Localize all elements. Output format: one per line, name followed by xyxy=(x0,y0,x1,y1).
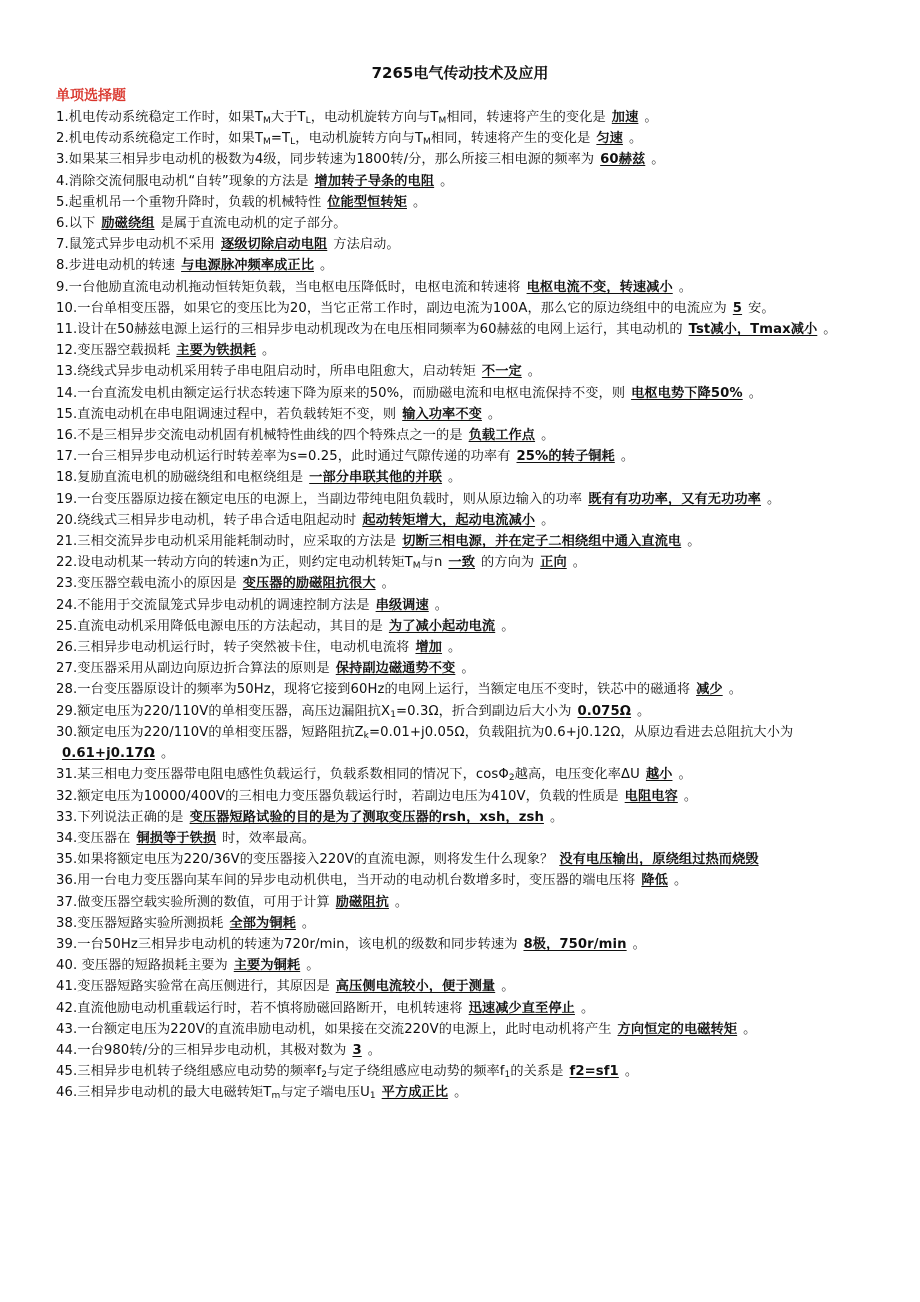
answer-text: 主要为铁损耗 xyxy=(176,343,257,359)
question-text: 。 xyxy=(541,512,555,528)
question-item xyxy=(56,298,864,319)
question-item xyxy=(56,531,864,552)
question-text: 。 xyxy=(262,343,276,359)
question-text: 。 xyxy=(624,1064,639,1080)
question-item xyxy=(56,404,864,425)
question-text: =0.3Ω，折合到副边后大小为 xyxy=(396,703,572,719)
question-number: 1. xyxy=(56,110,69,125)
answer-text: 60赫兹 xyxy=(600,152,646,168)
question-text: 绕线式异步电动机采用转子串电阻启动时，所串电阻愈大，启动转矩 xyxy=(77,364,476,380)
question-text: 设计在50赫兹电源上运行的三相异步电动机现改为在电压相同频率为60赫兹的电网上运行，其电动机的 xyxy=(77,322,683,338)
question-text: 三相异步电动机运行时，转子突然被卡住，电动机电流将 xyxy=(77,640,410,656)
question-item xyxy=(56,213,864,234)
answer-text: 负载工作点 xyxy=(468,428,536,444)
answer-text: 变压器短路试验的目的是为了测取变压器的rsh，xsh，zsh xyxy=(189,809,544,825)
question-text: 的方向为 xyxy=(481,555,535,571)
answer-text: 迅速减少直至停止 xyxy=(468,1000,575,1016)
question-number: 17. xyxy=(56,449,78,465)
answer-text: 一部分串联其他的并联 xyxy=(309,470,443,486)
question-item xyxy=(56,679,864,700)
question-text: 鼠笼式异步电动机不采用 xyxy=(68,237,215,253)
answer-text: Tst减小，Tmax减小 xyxy=(688,322,818,338)
question-text: 。 xyxy=(687,534,701,550)
question-item xyxy=(56,1019,864,1040)
subscript: L xyxy=(290,137,296,148)
question-text: 变压器短路实验所测损耗 xyxy=(77,915,224,931)
question-number: 34. xyxy=(56,830,78,846)
question-text: 复励直流电机的励磁绕组和电枢绕组是 xyxy=(77,470,304,486)
question-text: 。 xyxy=(461,661,475,677)
question-number: 23. xyxy=(56,576,78,592)
question-text: 。 xyxy=(823,322,837,338)
question-number: 16. xyxy=(56,428,78,444)
question-item xyxy=(56,467,864,488)
question-text: 。 xyxy=(501,979,515,995)
question-item xyxy=(56,383,864,404)
question-text: 额定电压为220/110V的单相变压器，短路阻抗Z xyxy=(77,724,364,740)
question-item xyxy=(56,828,864,849)
question-text: 用一台电力变压器向某车间的异步电动机供电，当开动的电动机台数增多时，变压器的端电压将 xyxy=(77,873,636,889)
question-text: 。 xyxy=(683,788,698,804)
question-number: 19. xyxy=(56,491,78,507)
question-text: 。 xyxy=(728,682,742,698)
answer-text: 降低 xyxy=(641,873,668,889)
question-text: 越高，电压变化率ΔU xyxy=(514,767,640,783)
question-text: 一台单相变压器，如果它的变压比为20，当它正常工作时，副边电流为100A，那么它的原边绕组中的电流应为 xyxy=(77,300,727,316)
question-number: 14. xyxy=(56,385,78,401)
question-text: 变压器空载损耗 xyxy=(77,343,171,359)
subscript: L xyxy=(305,116,311,126)
question-text: 一台三相异步电动机运行时转差率为s=0.25，此时通过气隙传递的功率有 xyxy=(77,449,511,465)
answer-text: 不一定 xyxy=(481,364,522,380)
subscript: M xyxy=(412,561,421,572)
subscript: 1 xyxy=(369,1091,376,1102)
question-number: 13. xyxy=(56,364,78,380)
question-number: 42. xyxy=(56,1000,78,1016)
answer-text: 输入功率不变 xyxy=(402,406,482,422)
question-text: 是属于直流电动机的定子部分。 xyxy=(160,216,347,232)
question-text: 安。 xyxy=(748,300,775,316)
question-item xyxy=(56,998,864,1019)
question-text: 下列说法正确的是 xyxy=(77,809,184,825)
question-text: 。 xyxy=(620,449,635,465)
question-text: 与定子绕组感应电动势的频率f xyxy=(327,1064,505,1080)
question-number: 43. xyxy=(56,1021,78,1037)
question-number: 11. xyxy=(56,322,78,338)
question-text: =T xyxy=(270,131,291,147)
question-text: 。 xyxy=(434,597,449,613)
question-number: 3. xyxy=(56,152,69,168)
question-text: 步进电动机的转速 xyxy=(68,258,176,274)
question-text: 。 xyxy=(381,576,395,592)
question-item xyxy=(56,573,864,594)
document-page xyxy=(56,62,864,1104)
subscript: 1 xyxy=(504,1070,511,1081)
question-text: 大于T xyxy=(270,110,306,125)
answer-text: 既有有功功率，又有无功功率 xyxy=(588,491,761,507)
question-text: 。 xyxy=(637,703,651,719)
question-item xyxy=(56,892,864,913)
question-number: 28. xyxy=(56,682,78,698)
question-number: 27. xyxy=(56,661,78,677)
question-number: 38. xyxy=(56,915,78,931)
subscript: M xyxy=(262,137,271,148)
question-item xyxy=(56,764,864,785)
question-text: ，电动机旋转方向与T xyxy=(310,110,439,125)
answer-text: 8极，750r/min xyxy=(523,936,627,952)
subscript: m xyxy=(271,1091,281,1102)
question-text: 。 xyxy=(306,958,320,974)
question-text: 。 xyxy=(367,1042,382,1058)
answer-text: 减少 xyxy=(696,682,723,698)
answer-text: 增加 xyxy=(415,640,443,656)
answer-text: 一致 xyxy=(448,555,475,571)
answer-text: 增加转子导条的电阻 xyxy=(314,173,435,189)
question-item xyxy=(56,128,864,149)
question-number: 18. xyxy=(56,470,78,486)
question-number: 24. xyxy=(56,597,78,613)
question-text: 。 xyxy=(527,364,542,380)
question-number: 21. xyxy=(56,534,78,550)
answer-text: 正向 xyxy=(540,555,567,571)
question-text: =0.01+j0.05Ω，负载阻抗为0.6+j0.12Ω，从原边看进去总阻抗大小为 xyxy=(368,724,794,740)
question-number: 6. xyxy=(56,216,69,232)
question-item xyxy=(56,595,864,616)
question-item xyxy=(56,786,864,807)
question-text: 一台他励直流电动机拖动恒转矩负载，当电枢电压降低时，电枢电流和转速将 xyxy=(68,279,521,295)
answer-text: 0.61+j0.17Ω xyxy=(62,746,155,762)
answer-text: 保持副边磁通势不变 xyxy=(335,661,456,677)
question-item xyxy=(56,489,864,510)
question-text: 。 xyxy=(549,809,564,825)
question-text: 一台50Hz三相异步电动机的转速为720r/min，该电机的级数和同步转速为 xyxy=(77,936,518,952)
question-text: 直流他励电动机重载运行时，若不慎将励磁回路断开，电机转速将 xyxy=(77,1000,463,1016)
question-item xyxy=(56,192,864,213)
answer-text: f2=sf1 xyxy=(569,1064,619,1080)
question-item xyxy=(56,849,864,870)
question-text: 的关系是 xyxy=(510,1064,564,1080)
question-item xyxy=(56,552,864,573)
question-text: 绕线式三相异步电动机，转子串合适电阻起动时 xyxy=(77,512,357,528)
answer-text: 励磁绕组 xyxy=(101,216,155,232)
question-item xyxy=(56,1082,864,1103)
question-item xyxy=(56,934,864,955)
question-number: 30. xyxy=(56,724,78,740)
answer-text: 0.075Ω xyxy=(577,703,632,719)
question-number: 45. xyxy=(56,1064,78,1080)
question-text: 某三相电力变压器带电阻电感性负载运行，负载系数相同的情况下，cosΦ xyxy=(77,767,509,783)
question-number: 22. xyxy=(56,555,78,571)
answer-text: 全部为铜耗 xyxy=(229,915,296,931)
answer-text: 主要为铜耗 xyxy=(233,958,301,974)
answer-text: 与电源脉冲频率成正比 xyxy=(181,258,314,274)
answer-text: 方向恒定的电磁转矩 xyxy=(617,1021,738,1037)
answer-text: 电阻电容 xyxy=(624,788,678,804)
question-text: 做变压器空载实验所测的数值，可用于计算 xyxy=(77,894,330,910)
question-text: 与定子端电压U xyxy=(280,1085,370,1101)
question-text: 。 xyxy=(673,873,688,889)
question-text: 变压器空载电流小的原因是 xyxy=(77,576,237,592)
question-text: 相同，转速将产生的变化是 xyxy=(446,110,606,125)
answer-text: 平方成正比 xyxy=(381,1085,449,1101)
subscript: M xyxy=(438,116,447,126)
subscript: k xyxy=(363,730,369,741)
subscript: 1 xyxy=(390,709,397,720)
question-text: 起重机吊一个重物升降时，负载的机械特性 xyxy=(68,194,322,210)
answer-text: 越小 xyxy=(645,767,673,783)
question-number: 5. xyxy=(56,194,69,210)
question-item xyxy=(56,510,864,531)
question-text: 一台变压器原边接在额定电压的电源上，当副边带纯电阻负载时，则从原边输入的功率 xyxy=(77,491,583,507)
answer-text: 电枢电流不变，转速减小 xyxy=(526,279,673,295)
question-text: 。 xyxy=(580,1000,595,1016)
question-text: 不是三相异步交流电动机固有机械特性曲线的四个特殊点之一的是 xyxy=(77,428,463,444)
question-text: 如果某三相异步电动机的极数为4级，同步转速为1800转/分，那么所接三相电源的频率为 xyxy=(68,152,595,168)
question-text: 。 xyxy=(541,428,555,444)
question-text: 。 xyxy=(678,767,692,783)
question-text: 一台980转/分的三相异步电动机，其极对数为 xyxy=(77,1042,347,1058)
question-item xyxy=(56,1061,864,1082)
answer-text: 没有电压输出，原绕组过热而烧毁 xyxy=(559,852,759,868)
answer-text: 25%的转子铜耗 xyxy=(516,449,615,465)
question-text: 。 xyxy=(766,491,781,507)
question-text: 。 xyxy=(454,1085,468,1101)
question-text: 相同，转速将产生的变化是 xyxy=(430,131,591,147)
answer-text: 变压器的励磁阻抗很大 xyxy=(242,576,376,592)
answer-text: 加速 xyxy=(611,110,639,125)
answer-text: 励磁阻抗 xyxy=(335,894,389,910)
question-text: 与n xyxy=(420,555,443,571)
question-item xyxy=(56,340,864,361)
question-item xyxy=(56,446,864,467)
question-text: 变压器在 xyxy=(77,830,131,846)
question-number: 46. xyxy=(56,1085,78,1101)
answer-text: 电枢电势下降50% xyxy=(631,385,743,401)
question-text: 直流电动机在串电阻调速过程中，若负载转矩不变，则 xyxy=(77,406,397,422)
document-title: 7265电气传动技术及应用 xyxy=(371,64,549,82)
question-item xyxy=(56,870,864,891)
question-text: 消除交流伺服电动机“自转”现象的方法是 xyxy=(68,173,309,189)
question-text: 。 xyxy=(487,406,502,422)
question-text: 变压器的短路损耗主要为 xyxy=(77,958,228,974)
question-item xyxy=(56,319,864,340)
question-item xyxy=(56,1040,864,1061)
question-number: 26. xyxy=(56,640,78,656)
question-item xyxy=(56,913,864,934)
question-item xyxy=(56,955,864,976)
question-text: 。 xyxy=(651,152,665,168)
question-item xyxy=(56,277,864,298)
question-item xyxy=(56,171,864,192)
question-item xyxy=(56,149,864,170)
question-item xyxy=(56,425,864,446)
question-item xyxy=(56,701,864,722)
question-text: 变压器短路实验常在高压侧进行，其原因是 xyxy=(77,979,330,995)
question-number: 2. xyxy=(56,131,69,147)
question-text: 机电传动系统稳定工作时，如果T xyxy=(68,131,263,147)
question-text: 。 xyxy=(160,746,175,762)
question-text: 。 xyxy=(628,131,643,147)
question-text: 三相交流异步电动机采用能耗制动时，应采取的方法是 xyxy=(77,534,397,550)
subscript: 2 xyxy=(321,1070,328,1081)
question-text: 如果将额定电压为220/36V的变压器接入220V的直流电源，则将发生什么现象？ xyxy=(77,852,554,868)
question-number: 33. xyxy=(56,809,78,825)
question-text: 。 xyxy=(572,555,587,571)
answer-text: 5 xyxy=(732,300,743,316)
question-number: 32. xyxy=(56,788,78,804)
answer-text: 逐级切除启动电阻 xyxy=(220,237,328,253)
question-item xyxy=(56,637,864,658)
question-text: 时，效率最高。 xyxy=(222,830,316,846)
question-text: 。 xyxy=(448,470,462,486)
section-title: 单项选择题 xyxy=(56,88,126,104)
question-item xyxy=(56,722,864,764)
answer-text: 高压侧电流较小，便于测量 xyxy=(335,979,496,995)
question-number: 15. xyxy=(56,406,78,422)
question-list xyxy=(56,107,864,1104)
answer-text: 切断三相电源，并在定子二相绕组中通入直流电 xyxy=(402,534,682,550)
subscript: M xyxy=(423,137,431,148)
question-text: 方法启动。 xyxy=(333,237,400,253)
question-number: 25. xyxy=(56,618,78,634)
question-number: 35. xyxy=(56,852,78,868)
question-text: 。 xyxy=(678,279,693,295)
question-text: 设电动机某一转动方向的转速n为正，则约定电动机转矩T xyxy=(77,555,413,571)
question-item xyxy=(56,107,864,128)
question-text: 。 xyxy=(644,110,658,125)
question-text: 。 xyxy=(743,1021,757,1037)
question-text: 不能用于交流鼠笼式异步电动机的调速控制方法是 xyxy=(77,597,370,613)
question-item xyxy=(56,658,864,679)
answer-text: 为了减小起动电流 xyxy=(388,618,496,634)
question-item xyxy=(56,234,864,255)
question-text: 机电传动系统稳定工作时，如果T xyxy=(68,110,263,125)
question-text: ，电动机旋转方向与T xyxy=(295,131,424,147)
question-text: 。 xyxy=(394,894,409,910)
question-text: 一台直流发电机由额定运行状态转速下降为原来的50%，而励磁电流和电枢电流保持不变，则 xyxy=(77,385,626,401)
question-text: 一台额定电压为220V的直流串励电动机，如果接在交流220V的电源上，此时电动机将产生 xyxy=(77,1021,612,1037)
question-item xyxy=(56,616,864,637)
question-text: 以下 xyxy=(68,216,96,232)
question-text: 。 xyxy=(748,385,762,401)
question-number: 39. xyxy=(56,936,78,952)
question-number: 40. xyxy=(56,958,78,974)
question-text: 。 xyxy=(301,915,316,931)
subscript: M xyxy=(262,116,271,126)
question-item xyxy=(56,807,864,828)
question-text: 。 xyxy=(319,258,334,274)
question-number: 9. xyxy=(56,279,69,295)
answer-text: 3 xyxy=(352,1042,362,1058)
question-text: 直流电动机采用降低电源电压的方法起动，其目的是 xyxy=(77,618,383,634)
question-item xyxy=(56,361,864,382)
question-number: 12. xyxy=(56,343,78,359)
question-text: 。 xyxy=(413,194,427,210)
answer-text: 匀速 xyxy=(596,131,623,147)
question-number: 31. xyxy=(56,767,78,783)
question-text: 。 xyxy=(448,640,462,656)
question-number: 29. xyxy=(56,703,78,719)
question-text: 一台变压器原设计的频率为50Hz，现将它接到60Hz的电网上运行，当额定电压不变时，铁芯中的磁通将 xyxy=(77,682,691,698)
question-item xyxy=(56,255,864,276)
question-item xyxy=(56,976,864,997)
question-number: 37. xyxy=(56,894,78,910)
question-number: 41. xyxy=(56,979,78,995)
question-text: 三相异步电动机的最大电磁转矩T xyxy=(77,1085,272,1101)
question-text: 三相异步电机转子绕组感应电动势的频率f xyxy=(77,1064,322,1080)
question-number: 10. xyxy=(56,300,78,316)
answer-text: 位能型恒转矩 xyxy=(327,194,407,210)
answer-text: 起动转矩增大，起动电流减小 xyxy=(362,512,536,528)
question-number: 7. xyxy=(56,237,69,253)
question-text: 。 xyxy=(440,173,454,189)
question-text: 额定电压为220/110V的单相变压器，高压边漏阻抗X xyxy=(77,703,391,719)
answer-text: 铜损等于铁损 xyxy=(136,830,217,846)
question-number: 20. xyxy=(56,512,78,528)
question-text: 变压器采用从副边向原边折合算法的原则是 xyxy=(77,661,330,677)
question-number: 4. xyxy=(56,173,69,189)
question-number: 36. xyxy=(56,873,78,889)
question-number: 44. xyxy=(56,1042,78,1058)
subscript: 2 xyxy=(508,773,515,784)
question-text: 额定电压为10000/400V的三相电力变压器负载运行时，若副边电压为410V，负载的性质是 xyxy=(77,788,619,804)
question-text: 。 xyxy=(632,936,646,952)
answer-text: 串级调速 xyxy=(375,597,429,613)
question-text: 。 xyxy=(501,618,515,634)
question-number: 8. xyxy=(56,258,69,274)
